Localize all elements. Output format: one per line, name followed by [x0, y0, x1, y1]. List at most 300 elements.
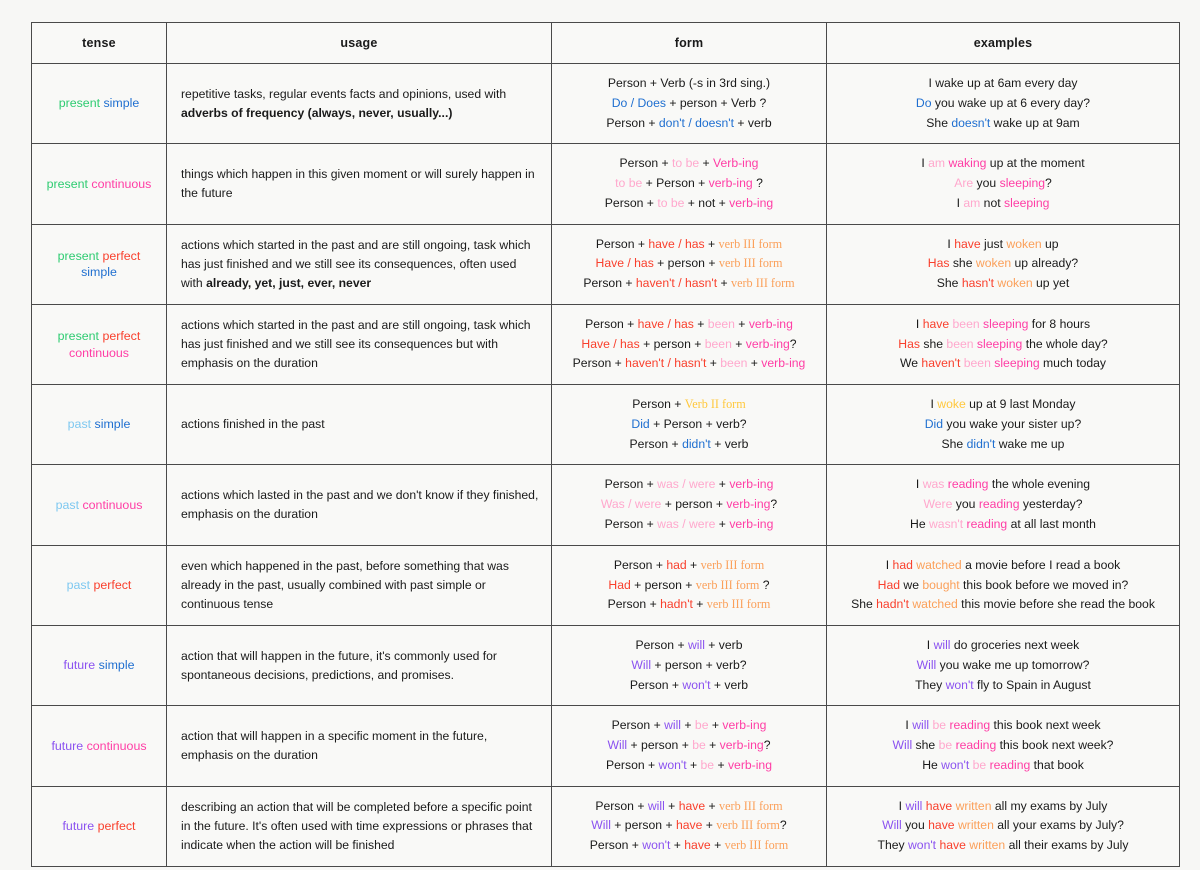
- form-cell-segment: ?: [763, 738, 771, 753]
- form-cell-line: [558, 174, 820, 194]
- form-cell-segment: verb III form: [706, 597, 771, 612]
- form-cell-segment: + Person + verb?: [649, 416, 747, 431]
- form-cell-segment: will: [664, 718, 682, 733]
- form-cell-line: [558, 354, 820, 374]
- example-cell-segment: at all last month: [1007, 517, 1096, 532]
- example-cell-segment: He: [910, 517, 929, 532]
- form-cell: [552, 385, 827, 465]
- example-cell-segment: she: [919, 336, 947, 351]
- example-cell-segment: up at the moment: [986, 156, 1085, 171]
- form-cell-segment: to be: [657, 195, 685, 210]
- form-cell-segment: have: [684, 838, 711, 853]
- example-cell-segment: I: [947, 236, 955, 251]
- form-cell-segment: verb-ing: [748, 316, 793, 331]
- form-cell-segment: +: [706, 356, 721, 371]
- tense-word: future: [63, 658, 99, 673]
- example-cell-segment: waking: [948, 156, 987, 171]
- example-cell-line: [835, 656, 1171, 676]
- usage-text-cell: [167, 224, 552, 304]
- usage-text: things which happen in this given moment or will surely happen in the future: [181, 167, 535, 200]
- form-cell-segment: Did: [631, 416, 650, 431]
- form-cell-segment: verb III form: [716, 818, 780, 833]
- example-cell-segment: you wake up at 6 every day?: [931, 95, 1091, 110]
- example-cell-line: [835, 797, 1171, 817]
- form-cell-segment: Have / has: [581, 336, 640, 351]
- example-cell-segment: sleeping: [983, 316, 1029, 331]
- example-cell-segment: will: [933, 638, 951, 653]
- example-cell-segment: I: [930, 397, 938, 412]
- example-cell-segment: bought: [922, 577, 960, 592]
- form-cell-segment: been: [707, 316, 735, 331]
- example-cell-segment: written: [957, 818, 994, 833]
- tense-word: simple: [81, 265, 117, 280]
- example-cell: [827, 786, 1180, 866]
- example-cell-segment: Did: [924, 416, 944, 431]
- usage-text: even which happened in the past, before something that was already in the past, usually combined with past simple or continuous tense: [181, 559, 509, 611]
- example-cell: [827, 304, 1180, 384]
- tense-label-cell: [32, 465, 167, 545]
- example-cell-segment: have: [954, 236, 981, 251]
- form-cell-line: [558, 395, 820, 415]
- example-cell-line: [835, 816, 1171, 836]
- example-cell-segment: that book: [1030, 757, 1084, 772]
- example-cell-segment: She: [851, 597, 877, 612]
- tense-label-cell: [32, 626, 167, 706]
- form-cell: [552, 465, 827, 545]
- form-cell-segment: +: [717, 276, 731, 291]
- form-cell-segment: + not +: [684, 195, 730, 210]
- example-cell-segment: They: [877, 838, 908, 853]
- example-cell-line: [835, 636, 1171, 656]
- form-cell-line: [558, 74, 820, 94]
- form-cell-segment: + person +: [661, 497, 727, 512]
- form-cell-segment: don't / doesn't: [658, 115, 735, 130]
- example-cell: [827, 385, 1180, 465]
- form-cell-line: [558, 716, 820, 736]
- example-cell-line: [835, 354, 1171, 374]
- example-cell-segment: Do: [915, 95, 932, 110]
- form-cell-segment: verb III form: [718, 256, 783, 271]
- tense-word: continuous: [91, 176, 152, 191]
- form-cell-segment: be: [694, 718, 709, 733]
- usage-text: actions which started in the past and are still ongoing, task which has just finished and we still see its consequences but with emphasis on the duration: [181, 318, 531, 370]
- example-cell-segment: Will: [916, 657, 937, 672]
- form-cell-segment: verb III form: [700, 557, 765, 572]
- usage-text-cell: [167, 786, 552, 866]
- example-cell-segment: all your exams by July?: [993, 818, 1124, 833]
- form-cell-segment: Person +: [606, 115, 659, 130]
- example-cell-segment: sleeping: [994, 356, 1040, 371]
- form-cell-segment: Verb-ing: [713, 156, 759, 171]
- example-cell-segment: I wake up at 6am every day: [928, 76, 1078, 90]
- example-cell-segment: not: [980, 195, 1005, 210]
- example-cell: [827, 465, 1180, 545]
- example-cell-line: [835, 676, 1171, 696]
- form-cell-segment: ?: [752, 176, 763, 191]
- form-cell-segment: verb-ing: [729, 477, 774, 492]
- example-cell-segment: wake up at 9am: [990, 115, 1080, 130]
- form-cell-segment: have: [678, 798, 706, 813]
- example-cell-segment: up already?: [1011, 256, 1079, 271]
- form-cell-line: [558, 415, 820, 435]
- usage-text-cell: [167, 465, 552, 545]
- example-cell-segment: she: [912, 738, 939, 753]
- form-cell-segment: Person +: [629, 677, 683, 692]
- form-cell-segment: Person +: [583, 276, 636, 291]
- form-cell-segment: +: [692, 597, 707, 612]
- form-cell-segment: ?: [759, 577, 770, 592]
- form-cell-segment: haven't / hasn't: [635, 276, 718, 291]
- form-cell-segment: Person +: [595, 236, 649, 251]
- column-header-examples: examples: [827, 23, 1180, 64]
- form-cell-line: [558, 94, 820, 114]
- example-cell-line: [835, 756, 1171, 776]
- form-cell-segment: verb-ing: [726, 497, 771, 512]
- form-cell: [552, 545, 827, 625]
- form-cell-segment: Person +: [604, 477, 658, 492]
- example-cell-segment: Will: [892, 738, 913, 753]
- example-cell-segment: Has: [927, 256, 950, 271]
- example-cell-segment: a movie before I read a book: [961, 557, 1121, 572]
- example-cell-segment: all their exams by July: [1005, 838, 1129, 853]
- form-cell-segment: be: [700, 757, 715, 772]
- form-cell-segment: verb III form: [731, 276, 795, 291]
- example-cell-line: [835, 475, 1171, 495]
- form-cell-segment: have: [675, 818, 703, 833]
- form-cell-segment: verb-ing: [708, 176, 753, 191]
- example-cell-line: [835, 335, 1171, 355]
- example-cell-segment: Had: [877, 577, 900, 592]
- form-cell-line: [558, 114, 820, 134]
- table-row: [32, 545, 1180, 625]
- form-cell-segment: +: [670, 838, 685, 853]
- form-cell-segment: Had: [608, 577, 631, 592]
- example-cell-line: [835, 174, 1171, 194]
- form-cell-segment: verb-ing: [745, 336, 790, 351]
- example-cell-segment: been: [952, 316, 984, 331]
- form-cell-line: [558, 556, 820, 576]
- table-row: [32, 224, 1180, 304]
- form-cell-segment: +: [734, 316, 749, 331]
- example-cell-segment: watched: [912, 597, 958, 612]
- example-cell-line: [835, 576, 1171, 596]
- example-cell-segment: be: [972, 757, 990, 772]
- table-row: [32, 706, 1180, 786]
- form-cell-segment: Will: [591, 818, 611, 833]
- example-cell-segment: this book next week: [990, 718, 1101, 733]
- form-cell: [552, 144, 827, 224]
- usage-text: actions finished in the past: [181, 417, 325, 432]
- table-row: [32, 385, 1180, 465]
- tense-word: present: [46, 176, 92, 191]
- example-cell-segment: been: [946, 336, 977, 351]
- column-header-usage: usage: [167, 23, 552, 64]
- example-cell-segment: been: [963, 356, 995, 371]
- form-cell-segment: Person + Verb (-s in 3rd sing.): [607, 76, 771, 90]
- example-cell-segment: be: [932, 718, 950, 733]
- usage-text: actions which started in the past and are still ongoing, task which has just finished and we still see its consequences, often used with: [181, 237, 531, 290]
- form-cell-segment: +: [708, 718, 723, 733]
- example-cell-line: [835, 836, 1171, 856]
- form-cell-segment: Person +: [613, 557, 667, 572]
- example-cell-segment: wake me up: [995, 436, 1065, 451]
- form-cell-segment: been: [704, 336, 732, 351]
- example-cell-segment: have: [928, 818, 958, 833]
- form-cell-segment: + verb: [734, 115, 772, 130]
- table-row: [32, 786, 1180, 866]
- form-cell: [552, 64, 827, 144]
- usage-text: describing an action that will be completed before a specific point in the future. It's often used with time expressions or phrases that indicate when the action will be finished: [181, 799, 533, 852]
- form-cell-segment: Person +: [629, 436, 683, 451]
- usage-text-cell: [167, 626, 552, 706]
- form-cell-segment: +: [714, 757, 728, 772]
- table-row: [32, 626, 1180, 706]
- example-cell-segment: this book next week?: [996, 738, 1114, 753]
- example-cell-segment: woke: [937, 397, 966, 412]
- form-cell-segment: will: [647, 798, 665, 813]
- example-cell-segment: up yet: [1032, 276, 1070, 291]
- tense-word: simple: [94, 417, 131, 432]
- form-cell-line: [558, 335, 820, 355]
- example-cell-segment: won't: [945, 677, 974, 692]
- tense-word: present: [57, 248, 103, 263]
- example-cell-segment: you: [973, 176, 1000, 191]
- example-cell-segment: doesn't: [951, 115, 991, 130]
- example-cell: [827, 706, 1180, 786]
- example-cell-segment: have: [939, 838, 970, 853]
- form-cell-segment: + verb: [710, 677, 749, 692]
- form-cell-segment: Person +: [607, 597, 661, 612]
- form-cell-segment: +: [715, 477, 730, 492]
- example-cell-segment: We: [899, 356, 922, 371]
- tense-label-cell: [32, 545, 167, 625]
- table-row: [32, 64, 1180, 144]
- form-cell-segment: +: [699, 156, 714, 171]
- tense-word: perfect: [97, 818, 136, 833]
- example-cell-line: [835, 556, 1171, 576]
- example-cell-line: [835, 254, 1171, 274]
- form-cell-segment: + Person +: [642, 176, 709, 191]
- form-cell-line: [558, 595, 820, 615]
- example-cell-segment: She: [926, 115, 952, 130]
- example-cell-line: [835, 74, 1171, 94]
- form-cell-segment: verb-ing: [729, 195, 774, 210]
- example-cell-segment: reading: [966, 517, 1008, 532]
- example-cell-segment: I: [915, 316, 923, 331]
- example-cell-segment: ?: [1045, 176, 1052, 191]
- example-cell-segment: had: [892, 557, 917, 572]
- example-cell-segment: I: [905, 718, 913, 733]
- example-cell-segment: up: [1041, 236, 1059, 251]
- form-cell: [552, 224, 827, 304]
- example-cell-segment: this movie before she read the book: [957, 597, 1155, 612]
- example-cell: [827, 545, 1180, 625]
- example-cell-line: [835, 495, 1171, 515]
- example-cell-segment: be: [938, 738, 956, 753]
- example-cell-line: [835, 315, 1171, 335]
- tense-label-cell: [32, 385, 167, 465]
- usage-text-cell: [167, 545, 552, 625]
- tense-word: continuous: [82, 497, 143, 512]
- tense-word: simple: [98, 658, 135, 673]
- example-cell-segment: this book before we moved in?: [959, 577, 1129, 592]
- table-body: [32, 64, 1180, 867]
- form-cell: [552, 304, 827, 384]
- form-cell-segment: won't: [682, 677, 711, 692]
- form-cell-segment: Person +: [604, 517, 658, 532]
- tense-label-cell: [32, 64, 167, 144]
- example-cell-segment: you wake me up tomorrow?: [936, 657, 1090, 672]
- table-row: [32, 304, 1180, 384]
- example-cell: [827, 144, 1180, 224]
- form-cell-segment: +: [705, 738, 720, 753]
- example-cell-segment: sleeping: [1004, 195, 1050, 210]
- example-cell-segment: we: [900, 577, 923, 592]
- form-cell-line: [558, 315, 820, 335]
- table-header: [32, 23, 1180, 64]
- example-cell-segment: sleeping: [999, 176, 1046, 191]
- form-cell-line: [558, 576, 820, 596]
- usage-text-cell: [167, 144, 552, 224]
- form-cell-line: [558, 435, 820, 455]
- column-header-form: form: [552, 23, 827, 64]
- example-cell-segment: for 8 hours: [1028, 316, 1091, 331]
- form-cell-segment: Was / were: [600, 497, 662, 512]
- example-cell-segment: reading: [955, 738, 997, 753]
- example-cell-segment: Are: [954, 176, 974, 191]
- form-cell-line: [558, 656, 820, 676]
- form-cell-segment: to be: [615, 176, 643, 191]
- form-cell-segment: verb-ing: [729, 517, 774, 532]
- example-cell-line: [835, 415, 1171, 435]
- usage-text: action that will happen in a specific moment in the future, emphasis on the duration: [181, 729, 488, 763]
- example-cell-segment: she: [949, 256, 976, 271]
- form-cell-line: [558, 154, 820, 174]
- table-row: [32, 465, 1180, 545]
- form-cell-segment: +: [702, 818, 717, 833]
- form-cell-segment: have / has: [637, 316, 694, 331]
- form-cell-line: [558, 254, 820, 274]
- example-cell-segment: much today: [1039, 356, 1107, 371]
- form-cell-segment: Person +: [604, 195, 658, 210]
- form-cell-segment: +: [705, 798, 720, 813]
- example-cell-line: [835, 595, 1171, 615]
- example-cell-line: [835, 194, 1171, 214]
- tense-label-cell: [32, 304, 167, 384]
- form-cell-line: [558, 756, 820, 776]
- form-cell-segment: + person +: [610, 818, 676, 833]
- usage-text: repetitive tasks, regular events facts and opinions, used with: [181, 86, 507, 101]
- tense-word: past: [67, 417, 95, 432]
- form-cell-segment: verb III form: [719, 798, 783, 813]
- tense-label-cell: [32, 706, 167, 786]
- example-cell-segment: will: [912, 718, 933, 733]
- form-cell-segment: was / were: [657, 517, 716, 532]
- form-cell-segment: + person +: [639, 336, 705, 351]
- example-cell-segment: I: [921, 156, 929, 171]
- example-cell-segment: was: [922, 477, 948, 492]
- form-cell-segment: Person +: [589, 838, 643, 853]
- usage-text: action that will happen in the future, it's commonly used for spontaneous decisions, predictions, and promises.: [181, 648, 497, 682]
- example-cell: [827, 64, 1180, 144]
- example-cell-segment: woken: [997, 276, 1033, 291]
- column-header-tense: tense: [32, 23, 167, 64]
- example-cell-segment: reading: [949, 718, 991, 733]
- form-cell-segment: have / has: [648, 236, 705, 251]
- example-cell-segment: have: [922, 316, 953, 331]
- example-cell-segment: reading: [989, 757, 1031, 772]
- tense-word: future: [51, 738, 87, 753]
- form-cell-segment: +: [681, 718, 695, 733]
- form-cell-segment: Will: [631, 657, 652, 672]
- example-cell-segment: you: [952, 497, 979, 512]
- example-cell-segment: She: [941, 436, 967, 451]
- example-cell-line: [835, 235, 1171, 255]
- form-cell-segment: verb-ing: [719, 738, 764, 753]
- example-cell-segment: am: [963, 195, 981, 210]
- example-cell-segment: She: [936, 276, 962, 291]
- example-cell-segment: I: [885, 557, 893, 572]
- usage-text-cell: [167, 64, 552, 144]
- tense-word: continuous: [86, 738, 147, 753]
- form-cell-line: [558, 495, 820, 515]
- example-cell-segment: watched: [916, 557, 962, 572]
- example-cell-segment: the whole day?: [1022, 336, 1108, 351]
- form-cell-segment: had: [666, 557, 687, 572]
- example-cell-line: [835, 274, 1171, 294]
- example-cell-segment: will: [905, 798, 926, 813]
- form-cell-segment: Person +: [635, 638, 688, 653]
- tense-word: future: [62, 818, 98, 833]
- example-cell-segment: didn't: [966, 436, 996, 451]
- form-cell-segment: was / were: [657, 477, 716, 492]
- form-cell-segment: to be: [672, 156, 700, 171]
- example-cell-line: [835, 435, 1171, 455]
- form-cell-line: [558, 636, 820, 656]
- example-cell-segment: hasn't: [961, 276, 994, 291]
- form-cell-segment: + person +: [653, 256, 719, 271]
- form-cell-segment: + person + Verb ?: [665, 95, 767, 110]
- usage-text-cell: [167, 304, 552, 384]
- form-cell-segment: +: [693, 316, 708, 331]
- example-cell-segment: Will: [882, 818, 902, 833]
- form-cell-segment: Person +: [585, 316, 638, 331]
- usage-text: actions which lasted in the past and we don't know if they finished, emphasis on the duration: [181, 488, 539, 522]
- example-cell-segment: sleeping: [976, 336, 1023, 351]
- form-cell-segment: +: [747, 356, 762, 371]
- example-cell-segment: have: [925, 798, 956, 813]
- tense-label-cell: [32, 786, 167, 866]
- tense-word: present: [58, 96, 104, 111]
- form-cell-line: [558, 235, 820, 255]
- example-cell-segment: I: [926, 638, 934, 653]
- form-cell-segment: +: [686, 757, 701, 772]
- example-cell-segment: reading: [978, 497, 1020, 512]
- usage-emphasis: adverbs of frequency (always, never, usually...): [181, 105, 453, 120]
- form-cell-segment: Person +: [632, 397, 685, 412]
- example-cell-segment: Were: [923, 497, 953, 512]
- tense-word: perfect: [102, 328, 141, 343]
- form-cell-line: [558, 836, 820, 856]
- example-cell-segment: They: [915, 677, 946, 692]
- form-cell-segment: ?: [779, 818, 787, 833]
- form-cell-segment: hadn't: [660, 597, 693, 612]
- example-cell-segment: written: [969, 838, 1006, 853]
- example-cell-segment: won't: [908, 838, 940, 853]
- usage-emphasis: already, yet, just, ever, never: [206, 275, 372, 290]
- example-cell-line: [835, 515, 1171, 535]
- form-cell: [552, 786, 827, 866]
